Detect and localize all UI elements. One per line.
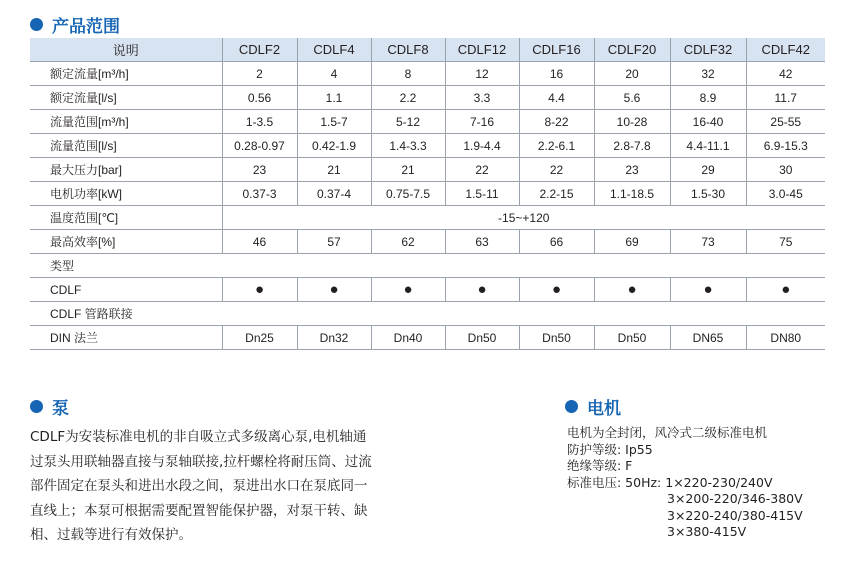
voltage-option: 3×220-240/380-415V: [667, 507, 803, 523]
cell: 3.0-45: [746, 182, 825, 206]
model-header: CDLF2: [222, 38, 297, 62]
cell: 23: [222, 158, 297, 182]
cell: 30: [746, 158, 825, 182]
model-header: CDLF16: [519, 38, 594, 62]
cell: 8.9: [670, 86, 746, 110]
empty-cell: [222, 254, 825, 278]
section-title: 电机: [587, 399, 621, 419]
cell: Dn32: [297, 326, 371, 350]
row-label: CDLF 管路联接: [30, 302, 222, 326]
cell: 29: [670, 158, 746, 182]
motor-description: [567, 425, 803, 541]
cell: 4.4-11.1: [670, 134, 746, 158]
cell: 20: [594, 62, 670, 86]
row-label: 流量范围[l/s]: [30, 134, 222, 158]
cell: 32: [670, 62, 746, 86]
temperature-range: -15~+120: [222, 206, 825, 230]
header-label: 说明: [30, 38, 222, 62]
table-row: [30, 134, 825, 158]
cell: 1.5-30: [670, 182, 746, 206]
cell: 4: [297, 62, 371, 86]
table-row: [30, 86, 825, 110]
row-label: CDLF: [30, 278, 222, 302]
section-product-range: [30, 12, 120, 37]
protection-class: 防护等级: Ip55: [567, 441, 653, 457]
table-row: [30, 62, 825, 86]
cell: 2.2-15: [519, 182, 594, 206]
bullet-icon: ●: [594, 278, 670, 302]
section-title: 泵: [52, 399, 69, 419]
pump-description: [30, 425, 450, 548]
model-header: CDLF32: [670, 38, 746, 62]
cell: 2.2: [371, 86, 445, 110]
bullet-icon: [30, 400, 43, 413]
row-label: 额定流量[m³/h]: [30, 62, 222, 86]
cell: 5.6: [594, 86, 670, 110]
table-header-row: [30, 38, 825, 62]
standard-voltage: 标准电压: 50Hz: 1×220-230/240V: [567, 474, 773, 490]
cell: 0.75-7.5: [371, 182, 445, 206]
model-header: CDLF8: [371, 38, 445, 62]
cell: Dn50: [519, 326, 594, 350]
cell: 46: [222, 230, 297, 254]
bullet-icon: ●: [222, 278, 297, 302]
voltage-option: 3×380-415V: [667, 524, 747, 539]
paragraph-line: 过泵头用联轴器直接与泵轴联接,拉杆螺栓将耐压筒、过流: [30, 453, 372, 470]
cell: 57: [297, 230, 371, 254]
bullet-icon: ●: [519, 278, 594, 302]
cell: 21: [297, 158, 371, 182]
cell: 16: [519, 62, 594, 86]
bullet-icon: ●: [297, 278, 371, 302]
row-label: 温度范围[℃]: [30, 206, 222, 230]
bullet-icon: ●: [371, 278, 445, 302]
voltage-option: 3×200-220/346-380V: [667, 491, 803, 506]
model-header: CDLF42: [746, 38, 825, 62]
cell: 63: [445, 230, 519, 254]
cell: 12: [445, 62, 519, 86]
section-motor: [565, 394, 621, 419]
cell: 21: [371, 158, 445, 182]
cell: 23: [594, 158, 670, 182]
table-row-cdlf: [30, 278, 825, 302]
bullet-icon: [565, 400, 578, 413]
row-label: 额定流量[l/s]: [30, 86, 222, 110]
cell: 2.8-7.8: [594, 134, 670, 158]
cell: 8: [371, 62, 445, 86]
model-header: CDLF12: [445, 38, 519, 62]
table-row-din: [30, 326, 825, 350]
cell: 66: [519, 230, 594, 254]
row-label: 类型: [30, 254, 222, 278]
cell: 16-40: [670, 110, 746, 134]
cell: 6.9-15.3: [746, 134, 825, 158]
cell: 1.5-7: [297, 110, 371, 134]
row-label: 最高效率[%]: [30, 230, 222, 254]
cell: 0.56: [222, 86, 297, 110]
cell: 69: [594, 230, 670, 254]
cell: 5-12: [371, 110, 445, 134]
table-row-pipe: [30, 302, 825, 326]
motor-line: 电机为全封闭，风冷式二级标准电机: [567, 425, 768, 440]
cell: 1.1: [297, 86, 371, 110]
cell: 3.3: [445, 86, 519, 110]
cell: 4.4: [519, 86, 594, 110]
row-label: 最大压力[bar]: [30, 158, 222, 182]
cell: 2.2-6.1: [519, 134, 594, 158]
paragraph-line: CDLF为安装标准电机的非自吸立式多级离心泵,电机轴通: [30, 429, 367, 445]
cell: 1.4-3.3: [371, 134, 445, 158]
paragraph-line: 部件固定在泵头和进出水段之间，泵进出水口在泵底同一: [30, 478, 368, 494]
cell: 1.5-11: [445, 182, 519, 206]
section-pump: [30, 394, 69, 419]
cell: Dn40: [371, 326, 445, 350]
table-row: [30, 182, 825, 206]
cell: 1.9-4.4: [445, 134, 519, 158]
cell: 8-22: [519, 110, 594, 134]
cell: Dn50: [594, 326, 670, 350]
bullet-icon: ●: [445, 278, 519, 302]
bullet-icon: ●: [670, 278, 746, 302]
cell: 22: [445, 158, 519, 182]
insulation-class: 绝缘等级: F: [567, 458, 633, 473]
row-label: 流量范围[m³/h]: [30, 110, 222, 134]
cell: 0.37-3: [222, 182, 297, 206]
cell: 2: [222, 62, 297, 86]
cell: 1.1-18.5: [594, 182, 670, 206]
cell: 7-16: [445, 110, 519, 134]
model-header: CDLF4: [297, 38, 371, 62]
paragraph-line: 直线上；本泵可根据需要配置智能保护器，对泵干转、缺: [30, 502, 368, 519]
cell: 10-28: [594, 110, 670, 134]
empty-cell: [222, 302, 825, 326]
paragraph-line: 相、过载等进行有效保护。: [30, 527, 192, 543]
row-label: 电机功率[kW]: [30, 182, 222, 206]
cell: 25-55: [746, 110, 825, 134]
cell: DN65: [670, 326, 746, 350]
model-header: CDLF20: [594, 38, 670, 62]
table-row: [30, 110, 825, 134]
cell: Dn25: [222, 326, 297, 350]
cell: 75: [746, 230, 825, 254]
table-row-temperature: [30, 206, 825, 230]
cell: DN80: [746, 326, 825, 350]
bullet-icon: [30, 18, 43, 31]
cell: 0.37-4: [297, 182, 371, 206]
bullet-icon: ●: [746, 278, 825, 302]
section-title: 产品范围: [52, 17, 120, 37]
table-row-efficiency: [30, 230, 825, 254]
cell: 62: [371, 230, 445, 254]
cell: Dn50: [445, 326, 519, 350]
cell: 11.7: [746, 86, 825, 110]
spec-table: [30, 38, 825, 350]
table-row-type: [30, 254, 825, 278]
cell: 0.42-1.9: [297, 134, 371, 158]
row-label: DIN 法兰: [30, 326, 222, 350]
cell: 42: [746, 62, 825, 86]
cell: 22: [519, 158, 594, 182]
table-row: [30, 158, 825, 182]
cell: 73: [670, 230, 746, 254]
cell: 0.28-0.97: [222, 134, 297, 158]
cell: 1-3.5: [222, 110, 297, 134]
